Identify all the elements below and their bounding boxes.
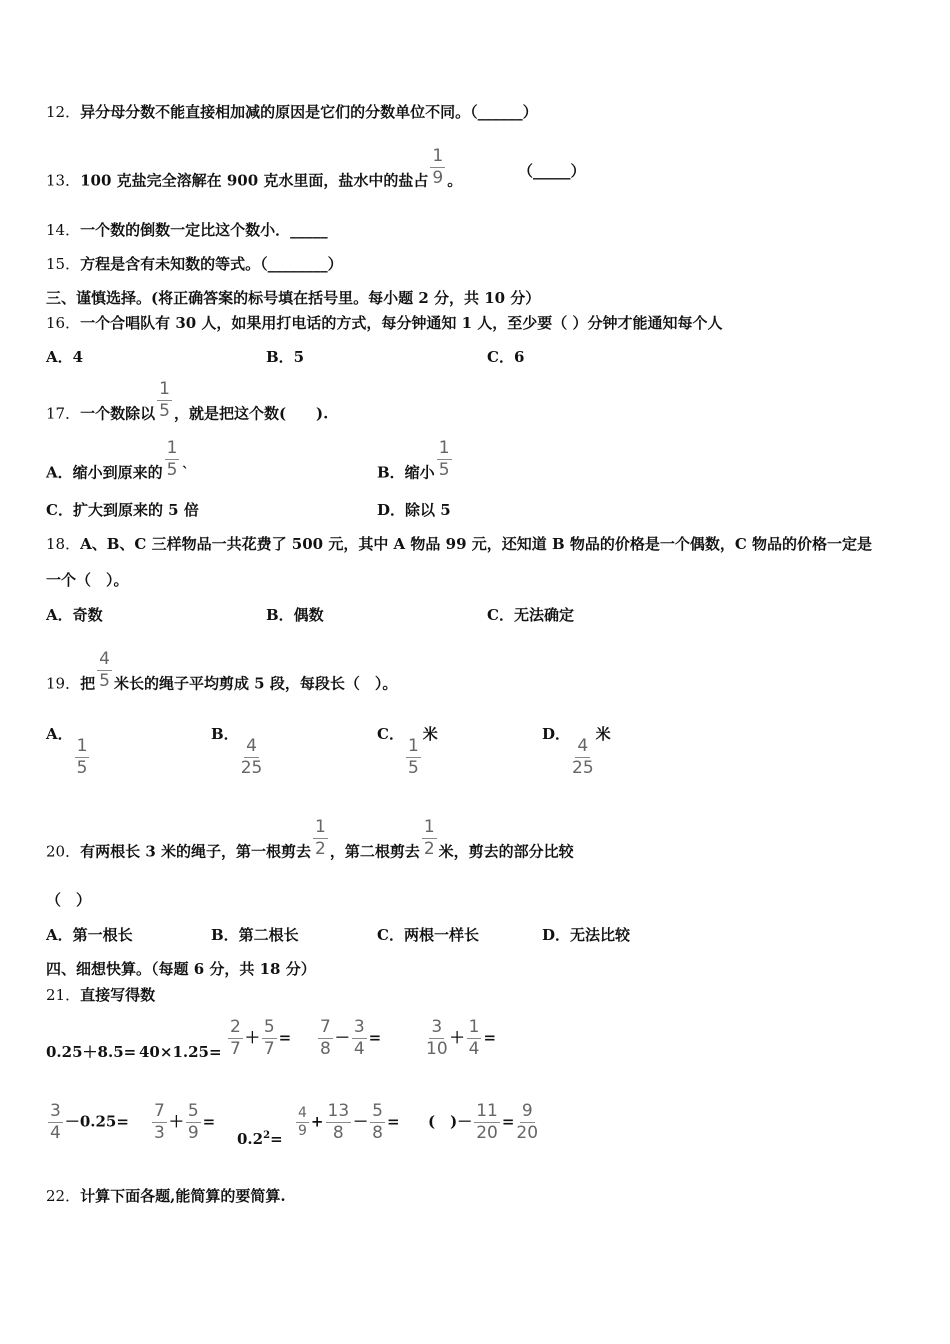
expression-5: $\frac{3}{10}$ ＋ $\frac{1}{4}$ = [426,1017,497,1059]
question-18 [46,534,872,554]
question-text: 米长的绳子平均剪成 5 段，每段长（ ）。 [113,674,398,693]
question-16 [46,313,723,333]
fraction: $\frac{1}{4}$ [468,1017,480,1059]
question-14 [46,220,328,240]
question-17: 17．一个数除以 $\frac{1}{5}$ ，就是把这个数( ). [46,379,329,423]
expression-10: ( )－ $\frac{11}{20}$ = $\frac{9}{20}$ [428,1101,539,1143]
expression-7: $\frac{7}{3}$ ＋ $\frac{5}{9}$ = [154,1101,216,1143]
fraction: $\frac{3}{4}$ [50,1101,61,1143]
fraction: $\frac{1}{2}$ [314,817,326,859]
fraction: $\frac{1}{9}$ [432,146,444,188]
question-12 [46,102,538,122]
question-text: 一个数除以 [80,404,156,423]
fraction: $\frac{3}{10}$ [426,1017,448,1059]
fraction: $\frac{9}{20}$ [516,1101,539,1143]
expression-2: 40×1.25= [139,1043,222,1061]
question-text: 直接写得数 [80,986,156,1004]
fraction: $\frac{7}{8}$ [320,1017,331,1059]
option-c: C．两根一样长 [377,926,479,944]
option-d: D． $\frac{4}{25}$ 米 [542,725,611,778]
fraction: $\frac{3}{4}$ [353,1017,365,1059]
question-number: 16． [46,314,81,332]
question-text: 计算下面各题,能简算的要简算. [80,1187,286,1205]
question-18-line2: 一个（ ）。 [46,571,129,589]
question-text: 方程是含有未知数的等式。（________） [80,255,343,273]
expression-9: $\frac{4}{9}$ + $\frac{13}{8}$ － $\frac{5}{8}$ = [298,1101,400,1143]
fraction: $\frac{11}{20}$ [476,1101,498,1143]
option-c: C． $\frac{1}{5}$ 米 [377,725,438,778]
question-text: A、B、C 三样物品一共花费了 500 元，其中 A 物品 99 元，还知道 B 物品的价格是一个偶数，C 物品的价格一定是 [80,535,873,553]
question-15 [46,254,343,274]
option-d: D．除以 5 [377,501,451,519]
expression-1: 0.25＋8.5= [46,1043,137,1061]
section-heading-4: 四、细想快算。（每题 6 分，共 18 分） [46,960,316,978]
option-a: A．第一根长 [46,926,133,944]
option-c: C．6 [487,348,525,366]
question-text: 100 克盐完全溶解在 900 克水里面，盐水中的盐占 [80,171,429,190]
question-number: 18． [46,535,81,553]
fraction: $\frac{1}{2}$ [423,817,435,859]
fraction: $\frac{1}{5}$ [407,736,419,778]
fraction: $\frac{1}{5}$ [159,379,170,421]
question-number: 13． [46,171,81,190]
fraction: $\frac{5}{8}$ [372,1101,383,1143]
fraction: $\frac{13}{8}$ [327,1101,350,1143]
question-number: 15． [46,255,81,273]
fraction: $\frac{1}{5}$ [76,736,88,778]
question-number: 17． [46,404,81,423]
option-a: A．4 [46,348,84,366]
question-number: 20． [46,842,81,861]
fraction: $\frac{7}{3}$ [154,1101,165,1143]
answer-blank: （_____） [518,162,586,180]
question-number: 22． [46,1187,81,1205]
fraction: $\frac{1}{5}$ [166,438,178,480]
question-20: 20．有两根长 3 米的绳子，第一根剪去 $\frac{1}{2}$ ，第二根剪去 $\frac{1}{2}$ 米，剪去的部分比较 [46,817,574,861]
option-a: A． $\frac{1}{5}$ [46,725,88,778]
question-13: 13．100 克盐完全溶解在 900 克水里面，盐水中的盐占 $\frac{1}{9}$ 。 [46,146,463,190]
section-heading-3: 三、谨慎选择。(将正确答案的标号填在括号里。每小题 2 分，共 10 分） [46,289,541,307]
option-d: D．无法比较 [542,926,631,944]
option-b: B．偶数 [266,606,324,624]
fraction: $\frac{4}{9}$ [298,1105,307,1139]
question-22 [46,1186,286,1206]
fraction: $\frac{4}{5}$ [99,649,110,691]
fraction: $\frac{4}{25}$ [572,736,594,778]
expression-6: $\frac{3}{4}$ －0.25= [50,1101,129,1143]
question-text: 一个合唱队有 30 人，如果用打电话的方式，每分钟通知 1 人，至少要（ ）分钟才能通知每个人 [80,314,723,332]
fraction: $\frac{5}{7}$ [263,1017,275,1059]
question-19: 19．把 $\frac{4}{5}$ 米长的绳子平均剪成 5 段，每段长（ ）。 [46,649,398,693]
question-text: 异分母分数不能直接相加减的原因是它们的分数单位不同。（______） [80,103,538,121]
option-c: C．扩大到原来的 5 倍 [46,501,199,519]
expression-8: $0.2^2=$ [237,1130,283,1148]
option-a: A．缩小到原来的 $\frac{1}{5}$ ` [46,438,189,482]
option-b: B．缩小 $\frac{1}{5}$ [377,438,450,482]
question-number: 14． [46,221,81,239]
question-number: 12． [46,103,81,121]
option-b: B． $\frac{4}{25}$ [211,725,263,778]
expression-3: $\frac{2}{7}$ ＋ $\frac{5}{7}$ = [230,1017,292,1059]
fraction: $\frac{1}{5}$ [438,438,450,480]
expression-4: $\frac{7}{8}$ － $\frac{3}{4}$ = [320,1017,382,1059]
fraction: $\frac{4}{25}$ [240,736,263,778]
question-number: 19． [46,674,81,693]
question-number: 21． [46,986,81,1004]
option-c: C．无法确定 [487,606,574,624]
option-b: B．5 [266,348,305,366]
question-text: 一个数的倒数一定比这个数小．_____ [80,221,328,239]
question-21 [46,985,155,1005]
answer-paren: （ ） [46,891,92,909]
option-b: B．第二根长 [211,926,299,944]
option-a: A．奇数 [46,606,103,624]
fraction: $\frac{2}{7}$ [230,1017,241,1059]
fraction: $\frac{5}{9}$ [187,1101,199,1143]
